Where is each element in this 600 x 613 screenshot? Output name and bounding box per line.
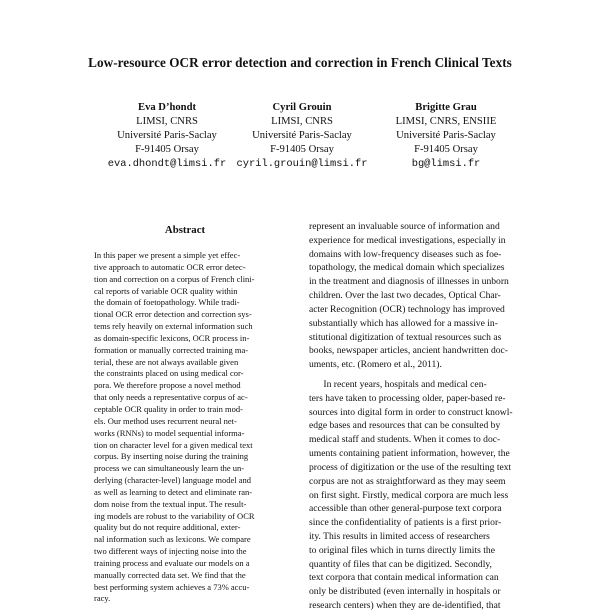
author-name: Cyril Grouin xyxy=(272,102,332,113)
body-line: accessible than other general-purpose text corpora xyxy=(309,503,502,515)
body-line: sources into digital form in order to construct knowl- xyxy=(309,406,513,418)
author-block xyxy=(222,101,382,171)
body-line: text corpora that contain medical information can xyxy=(309,572,499,584)
abstract-line: In this paper we present a simple yet effec- xyxy=(94,250,241,260)
body-line: since the confidentiality of patients is a first prior- xyxy=(309,517,502,529)
author-name: Brigitte Grau xyxy=(415,102,477,113)
abstract-line: manually corrected data set. We find that the xyxy=(94,569,246,580)
author-postcode: F-91405 Orsay xyxy=(414,144,478,155)
abstract-line: dom noise from the textual input. The result- xyxy=(94,498,247,509)
abstract-line: racy. xyxy=(94,593,111,604)
author-affiliation: LIMSI, CNRS, ENSIIE xyxy=(395,116,497,127)
abstract-line: tion and correction on a corpus of French clini- xyxy=(94,273,255,284)
body-line: uments, etc. (Romero et al., 2011). xyxy=(309,359,442,371)
abstract-line: works (RNNs) to model sequential informa- xyxy=(94,427,245,438)
abstract-line: derlying (character-level) language model and xyxy=(94,475,252,486)
abstract-line: tems rely heavily on external information such xyxy=(94,321,253,332)
abstract-line: corpus. By inserting noise during the training xyxy=(94,451,249,462)
body-line: process of digitization or the use of the resulting text xyxy=(309,461,512,473)
abstract-line: ceptable OCR quality in order to train mod- xyxy=(94,403,243,414)
body-line: uments containing patient information, however, the xyxy=(309,448,510,460)
author-name: Eva D’hondt xyxy=(138,102,196,113)
abstract-line: pora. We therefore propose a novel method xyxy=(94,380,241,391)
body-line: to original files which in turns directly limits the xyxy=(309,544,495,556)
abstract-body xyxy=(94,250,276,605)
abstract-line: cal reports of variable OCR quality within xyxy=(94,285,238,296)
body-line: represent an invaluable source of information and xyxy=(309,221,500,232)
author-university: Université Paris-Saclay xyxy=(252,130,352,141)
abstract-line: process we can simultaneously learn the un- xyxy=(94,463,245,474)
body-line: corpus are not as straightforward as they may seem xyxy=(309,475,506,487)
body-line: In recent years, hospitals and medical cen- xyxy=(309,379,487,390)
abstract-line: quality but do not require additional, exter- xyxy=(94,522,241,533)
abstract-line: terial, these are not always available given xyxy=(94,356,239,367)
author-affiliation: LIMSI, CNRS xyxy=(271,116,333,127)
author-affiliation: LIMSI, CNRS xyxy=(136,116,198,127)
abstract-line: as well as learning to detect and eliminate ran- xyxy=(94,486,253,497)
body-line: books, newspaper articles, ancient handwritten doc- xyxy=(309,345,509,357)
body-line: substantially which has allowed for a massive in- xyxy=(309,317,498,329)
intro-paragraph-2 xyxy=(309,378,529,613)
paper-title: Low-resource OCR error detection and correction in French Clinical Texts xyxy=(88,55,512,70)
abstract-line: best performing system achieves a 73% accu- xyxy=(94,581,250,592)
abstract-line: the domain of foetopathology. While tradi- xyxy=(94,297,240,308)
abstract-line: that only needs a representative corpus of ac- xyxy=(94,392,248,403)
abstract-line: nal information such as lexicons. We compare xyxy=(94,534,251,545)
abstract-line: training process and evaluate our models on a xyxy=(94,557,250,568)
abstract-line: as domain-specific lexicons, OCR process in- xyxy=(94,332,250,343)
author-block xyxy=(364,101,528,171)
abstract-line: formation or manually corrected training ma- xyxy=(94,344,249,355)
body-line: stitutional digitization of textual resources such as xyxy=(309,331,502,343)
author-university: Université Paris-Saclay xyxy=(396,130,496,141)
body-line: quantity of files that can be digitized. Secondly, xyxy=(309,558,492,570)
body-line: medical staff and students. When it comes to doc- xyxy=(309,434,501,446)
abstract-line: tion on character level for a given medical text xyxy=(94,439,253,450)
abstract-line: two different ways of injecting noise into the xyxy=(94,546,247,557)
body-line: children. Over the last two decades, Optical Char- xyxy=(309,290,501,302)
abstract-line: els. Our method uses recurrent neural net- xyxy=(94,415,237,426)
abstract-line: ing models are robust to the variability of OCR xyxy=(94,510,255,521)
author-postcode: F-91405 Orsay xyxy=(135,144,199,155)
abstract-heading: Abstract xyxy=(164,224,206,236)
body-line: in the treatment and diagnosis of illnesses in unborn xyxy=(309,276,509,288)
abstract-line: tional OCR error detection and correction sys- xyxy=(94,309,252,320)
body-line: edge bases and resources that can be consulted by xyxy=(309,420,501,432)
body-line: experience for medical investigations, especially in xyxy=(309,234,506,246)
author-email: bg@limsi.fr xyxy=(411,158,481,170)
author-email: eva.dhondt@limsi.fr xyxy=(107,158,227,170)
body-line: research centers) when they are de-identified, that xyxy=(309,600,501,611)
intro-paragraph-1 xyxy=(309,220,529,372)
abstract-line: tive approach to automatic OCR error detec- xyxy=(94,261,246,272)
author-email: cyril.grouin@limsi.fr xyxy=(236,158,368,170)
body-line: on first sight. Firstly, medical corpora are much less xyxy=(309,489,509,501)
body-line: topathology, the medical domain which specializes xyxy=(309,262,505,274)
author-university: Université Paris-Saclay xyxy=(117,130,217,141)
body-line: acter Recognition (OCR) technology has improved xyxy=(309,303,505,315)
abstract-line: the constraints placed on using medical cor- xyxy=(94,368,244,379)
body-line: ity. This results in limited access of researchers xyxy=(309,530,490,542)
body-line: only be distributed (even internally in hospitals or xyxy=(309,586,501,598)
body-line: domains with low-frequency diseases such as foe- xyxy=(309,248,502,260)
author-postcode: F-91405 Orsay xyxy=(270,144,334,155)
body-line: ters have taken to processing older, paper-based re- xyxy=(309,392,506,404)
